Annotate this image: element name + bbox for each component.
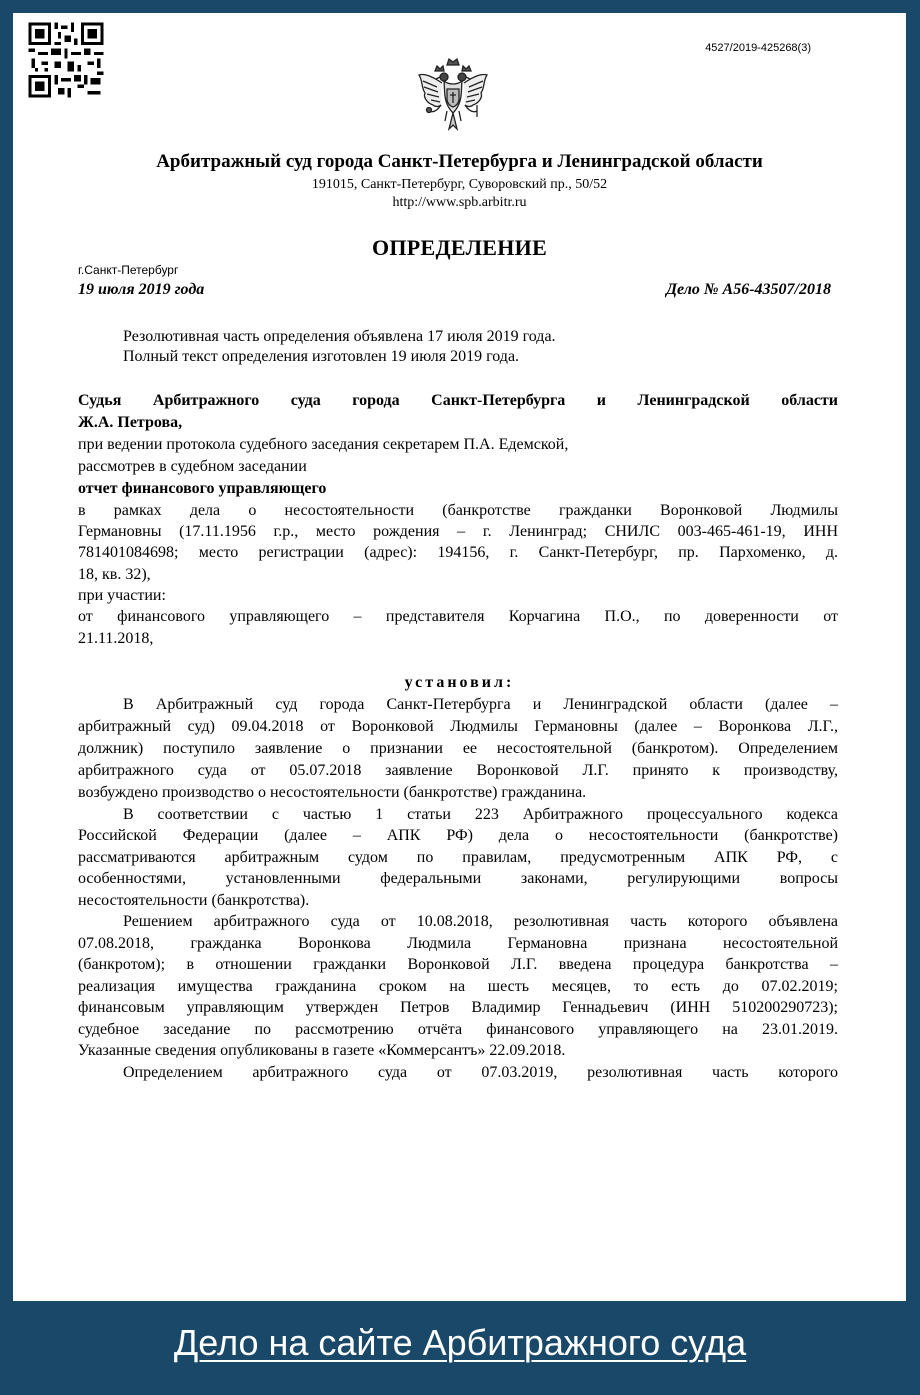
case-text-line: Германовны (17.11.1956 г.р., место рождения – г. Ленинград; СНИЛС 003-465-461-19, ИНН	[78, 523, 838, 540]
case-number: Дело № А56-43507/2018	[666, 281, 831, 298]
court-name: Арбитражный суд города Санкт-Петербурга и Ленинградской области	[156, 151, 763, 172]
document-page	[13, 13, 906, 1301]
body-line: судебное заседание по рассмотрению отчёта финансового управляющего на 23.01.2019.	[78, 1021, 838, 1038]
court-case-link[interactable]: Дело на сайте Арбитражного суда	[173, 1322, 747, 1363]
body-line: 07.08.2018, гражданка Воронкова Людмила Германовна признана несостоятельной	[78, 935, 838, 952]
participation-line: 21.11.2018,	[78, 630, 154, 647]
body-line: арбитражный суд) 09.04.2018 от Воронковой Людмилы Германовны (далее – Воронкова Л.Г.,	[78, 718, 838, 735]
case-text-line: в рамках дела о несостоятельности (банкротстве гражданки Воронковой Людмилы	[78, 502, 838, 519]
body-line: (банкротом); в отношении гражданки Воронковой Л.Г. введена процедура банкротства –	[78, 956, 838, 973]
body-line: арбитражного суда от 05.07.2018 заявление Воронковой Л.Г. принято к производству,	[78, 762, 838, 779]
body-line: В Арбитражный суд города Санкт-Петербурга и Ленинградской области (далее –	[123, 696, 838, 713]
intro-resolution-date: Резолютивная часть определения объявлена 17 июля 2019 года.	[123, 328, 556, 345]
subject-line: отчет финансового управляющего	[78, 480, 327, 497]
case-text-line: 781401084698; место регистрации (адрес): 194156, г. Санкт-Петербург, пр. Пархоменко, д.	[78, 544, 838, 561]
court-website[interactable]: http://www.spb.arbitr.ru	[392, 195, 527, 210]
body-line: Определением арбитражного суда от 07.03.2019, резолютивная часть которого	[123, 1064, 838, 1081]
body-line: Указанные сведения опубликованы в газете «Коммерсантъ» 22.09.2018.	[78, 1042, 566, 1059]
body-line: реализация имущества гражданина сроком на шесть месяцев, то есть до 07.02.2019;	[78, 978, 838, 995]
russian-coat-of-arms-icon	[415, 55, 491, 135]
participation-line: от финансового управляющего – представителя Корчагина П.О., по доверенности от	[78, 608, 838, 625]
body-line: Решением арбитражного суда от 10.08.2018, резолютивная часть которого объявлена	[123, 913, 838, 930]
considering-line: рассмотрев в судебном заседании	[78, 458, 307, 475]
judge-name: Ж.А. Петрова,	[78, 414, 183, 431]
body-line: рассматриваются арбитражным судом по правилам, предусмотренным АПК РФ, с	[78, 849, 838, 866]
body-line: возбуждено производство о несостоятельности (банкротстве) гражданина.	[78, 784, 587, 801]
body-line: финансовым управляющим утвержден Петров Владимир Геннадьевич (ИНН 510200290723);	[78, 999, 838, 1016]
body-line: В соответствии с частью 1 статьи 223 Арбитражного процессуального кодекса	[123, 806, 838, 823]
city: г.Санкт-Петербург	[78, 263, 179, 277]
intro-full-text-date: Полный текст определения изготовлен 19 июля 2019 года.	[123, 348, 520, 365]
body-line: Российской Федерации (далее – АПК РФ) дела о несостоятельности (банкротстве)	[78, 827, 838, 844]
court-address: 191015, Санкт-Петербург, Суворовский пр., 50/52	[311, 177, 608, 192]
document-number: 4527/2019-425268(3)	[705, 42, 811, 54]
body-line: несостоятельности (банкротства).	[78, 892, 310, 909]
case-text-line: 18, кв. 32),	[78, 566, 151, 583]
body-line: особенностями, установленными федеральными законами, регулирующими вопросы	[78, 870, 838, 887]
section-heading-ustanovil: установил:	[404, 674, 515, 691]
body-line: должник) поступило заявление о признании ее несостоятельной (банкротом). Определением	[78, 740, 838, 757]
qr-code-icon	[25, 19, 107, 101]
judge-line: Судья Арбитражного суда города Санкт-Петербурга и Ленинградской области	[78, 392, 838, 409]
secretary-line: при ведении протокола судебного заседания секретарем П.А. Едемской,	[78, 436, 569, 453]
document-title: ОПРЕДЕЛЕНИЕ	[371, 235, 548, 260]
document-date: 19 июля 2019 года	[78, 281, 205, 298]
participation-label: при участии:	[78, 587, 166, 604]
